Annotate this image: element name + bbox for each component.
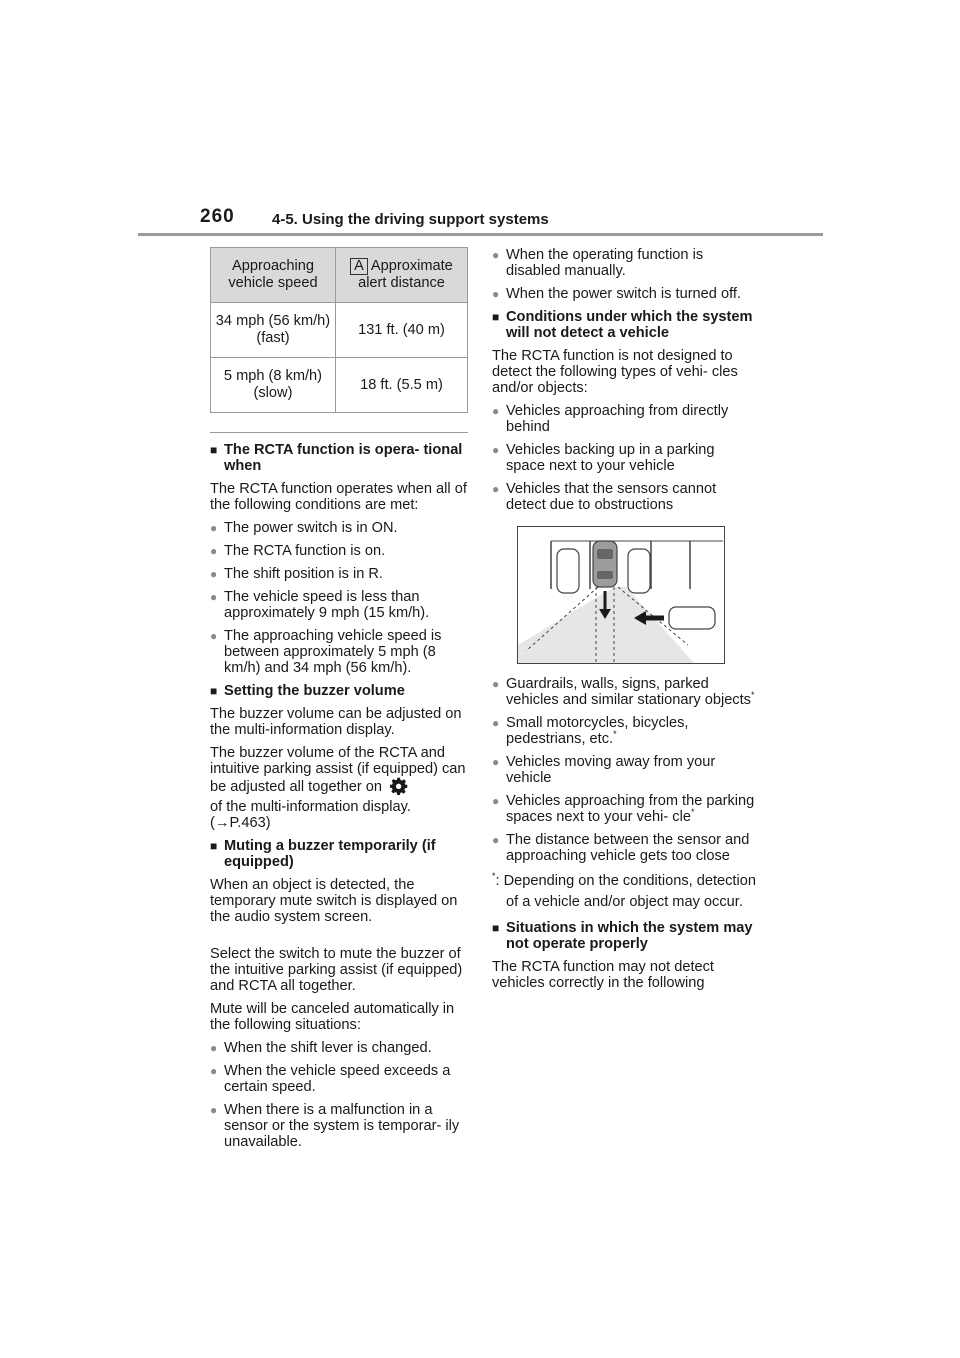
table-row	[211, 358, 468, 413]
buzzer-p2	[210, 745, 470, 831]
list-item: ● The RCTA function is on.	[210, 543, 470, 559]
header-rule	[138, 233, 823, 236]
heading-buzzer: ■ Setting the buzzer volume	[210, 683, 470, 699]
buzzer-p1: The buzzer volume can be adjusted on the multi-information display.	[210, 706, 462, 738]
list-item: ● When the operating function is disabled manually.	[492, 247, 757, 279]
list-item	[492, 715, 757, 747]
list-item: ● When there is a malfunction in a sensor or the system is temporar- ily unavailable.	[210, 1102, 470, 1150]
list-item: ● Vehicles backing up in a parking space next to your vehicle	[492, 442, 757, 474]
list-item-text: Guardrails, walls, signs, parked vehicles and similar stationary objects	[506, 676, 751, 708]
list-item: ● The power switch is in ON.	[210, 520, 470, 536]
list-item-text: Small motorcycles, bicycles, pedestrians, etc.	[506, 715, 689, 747]
table-header-distance	[335, 248, 467, 303]
not-detect-intro: The RCTA function is not designed to detect the following types of vehi- cles and/or objects:	[492, 348, 738, 396]
footnote-marker: *	[613, 729, 617, 740]
footnote-marker: *	[750, 690, 755, 701]
not-operate-intro: The RCTA function may not detect vehicles correctly in the following	[492, 959, 714, 991]
footnote-marker: *	[690, 807, 695, 818]
gear-icon	[390, 777, 408, 799]
muting-p3: Mute will be canceled automatically in the following situations:	[210, 1001, 455, 1033]
list-item-text: The distance between the sensor and approaching vehicle gets too close	[506, 832, 750, 864]
list-item: ● The approaching vehicle speed is between approximately 5 mph (8 km/h) and 34 mph (56 km/h).	[210, 628, 470, 676]
list-item	[492, 793, 757, 825]
list-item	[492, 676, 757, 708]
table-cell-distance: 18 ft. (5.5 m)	[335, 358, 467, 413]
page-header	[200, 206, 820, 236]
footnote-mark: *	[492, 871, 496, 882]
buzzer-p2-text: The buzzer volume of the RCTA and intuitive parking assist (if equipped) can be adjusted all together on	[210, 745, 466, 795]
list-item: ● When the power switch is turned off.	[492, 286, 757, 302]
list-item-text: Vehicles moving away from your vehicle	[506, 754, 716, 786]
list-item: ● When the shift lever is changed.	[210, 1040, 470, 1056]
label-a: A	[350, 258, 368, 275]
heading-muting: ■ Muting a buzzer temporarily (if equipped)	[210, 838, 470, 870]
operational-intro: The RCTA function operates when all of the following conditions are met:	[210, 481, 467, 513]
table-cell-speed: 5 mph (8 km/h) (slow)	[211, 358, 336, 413]
table-cell-distance: 131 ft. (40 m)	[335, 303, 467, 358]
list-item: ● When the vehicle speed exceeds a certain speed.	[210, 1063, 470, 1095]
heading-not-detect: ■ Conditions under which the system will not detect a vehicle	[492, 309, 757, 341]
list-item: ● Vehicles approaching from directly behind	[492, 403, 757, 435]
list-item	[492, 754, 757, 786]
table-header-row	[211, 248, 468, 303]
heading-not-operate: ■ Situations in which the system may not operate properly	[492, 920, 757, 952]
heading-operational: ■ The RCTA function is opera- tional when	[210, 442, 470, 474]
section-title: 4-5. Using the driving support systems	[272, 211, 549, 228]
left-column	[210, 247, 470, 1157]
footnote	[492, 871, 757, 913]
muting-p1: When an object is detected, the temporary mute switch is displayed on the audio system screen.	[210, 877, 458, 925]
muting-p2: Select the switch to mute the buzzer of the intuitive parking assist (if equipped) and RCTA all together.	[210, 946, 463, 994]
table-row	[211, 303, 468, 358]
table-header-distance-text: Approximate alert distance	[358, 258, 453, 291]
parking-illustration	[517, 526, 725, 664]
list-item	[492, 832, 757, 864]
table-cell-speed: 34 mph (56 km/h) (fast)	[211, 303, 336, 358]
page-reference: (→P.463)	[210, 815, 271, 831]
page-number: 260	[200, 206, 235, 227]
buzzer-p2-tail: of the multi-information display.	[210, 799, 411, 815]
list-item: ● The shift position is in R.	[210, 566, 470, 582]
right-column	[492, 247, 757, 998]
footnote-text: : Depending on the conditions, detection of a vehicle and/or object may occur.	[495, 873, 756, 910]
list-item: ● Vehicles that the sensors cannot detect due to obstructions	[492, 481, 757, 513]
section-separator	[210, 432, 468, 433]
table-header-speed: Approaching vehicle speed	[211, 248, 336, 303]
list-item-text: Vehicles approaching from the parking spaces next to your vehi- cle	[506, 793, 755, 825]
alert-distance-table	[210, 247, 468, 413]
list-item: ● The vehicle speed is less than approximately 9 mph (15 km/h).	[210, 589, 470, 621]
